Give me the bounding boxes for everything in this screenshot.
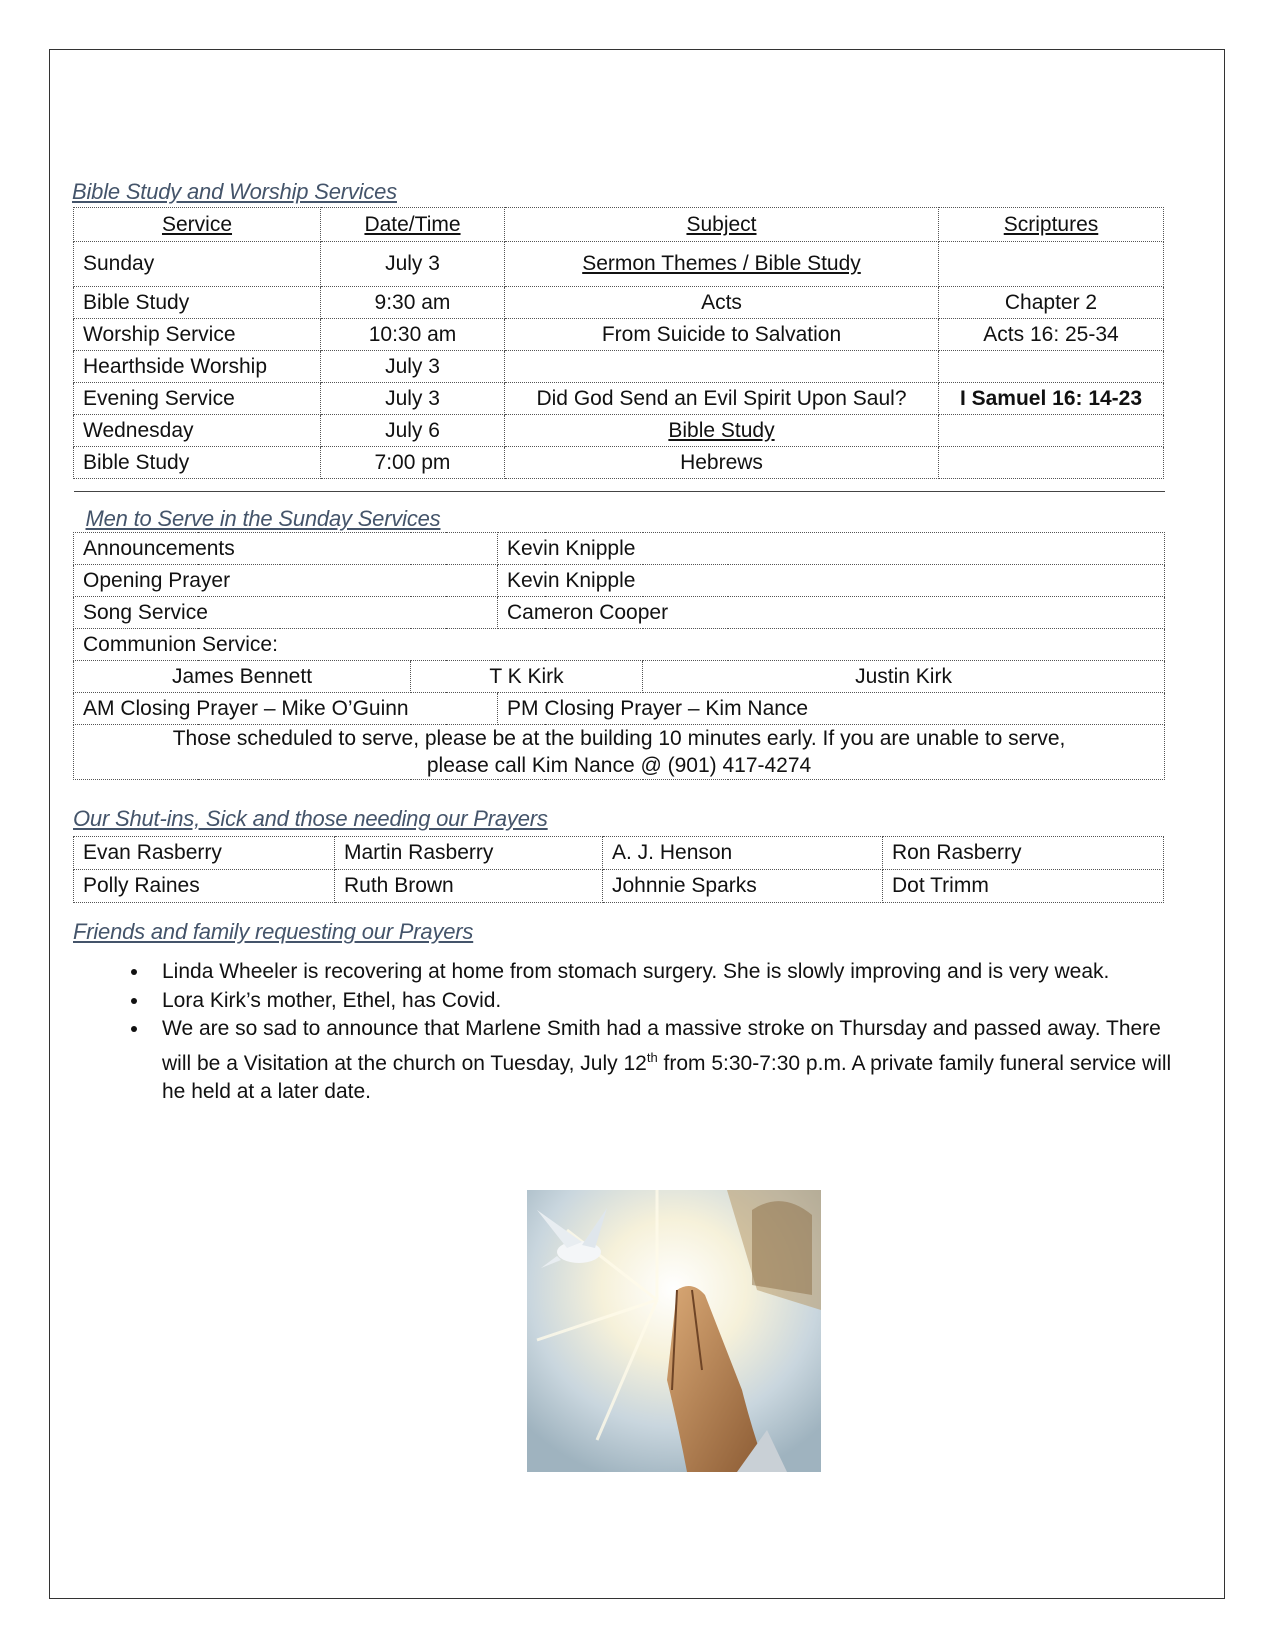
table-row xyxy=(74,383,1164,415)
scriptures-cell: Acts 16: 25-34 xyxy=(939,319,1164,351)
shutins-table xyxy=(73,836,1164,903)
shutin-name: A. J. Henson xyxy=(603,837,883,870)
shutin-name: Martin Rasberry xyxy=(335,837,603,870)
subject-cell: Did God Send an Evil Spirit Upon Saul? xyxy=(505,383,939,415)
men-table xyxy=(73,491,1165,780)
list-item: • Linda Wheeler is recovering at home from stomach surgery. She is slowly improving and is very weak. xyxy=(150,958,1190,987)
date-cell: 7:00 pm xyxy=(321,447,505,479)
scriptures-cell xyxy=(939,415,1164,447)
service-cell: Evening Service xyxy=(74,383,321,415)
name-cell: Kevin Knipple xyxy=(498,565,1165,597)
table-row xyxy=(74,565,1165,597)
role-cell: Song Service xyxy=(74,597,498,629)
header-subject: Subject xyxy=(505,208,939,242)
shutin-name: Evan Rasberry xyxy=(74,837,335,870)
services-table xyxy=(73,207,1164,479)
name-cell: Kevin Knipple xyxy=(498,533,1165,565)
serve-note-line1: Those scheduled to serve, please be at the building 10 minutes early. If you are unable to serve, xyxy=(172,727,1066,750)
date-cell: July 3 xyxy=(321,351,505,383)
shutin-name: Dot Trimm xyxy=(883,870,1164,903)
list-item: • Lora Kirk’s mother, Ethel, has Covid. xyxy=(150,987,1190,1016)
services-title: Bible Study and Worship Services xyxy=(72,179,397,204)
shutin-name: Johnnie Sparks xyxy=(603,870,883,903)
table-row xyxy=(74,319,1164,351)
date-cell: 9:30 am xyxy=(321,287,505,319)
am-closing-prayer: AM Closing Prayer – Mike O’Guinn xyxy=(74,693,498,725)
men-title-row xyxy=(74,492,1165,533)
service-cell: Bible Study xyxy=(74,287,321,319)
communion-name: T K Kirk xyxy=(411,661,643,693)
table-row xyxy=(74,597,1165,629)
prayer-item-text-cont: from 5:30-7:30 p.m. A private family funeral service will he held at a later date. xyxy=(162,1051,1172,1103)
praying-hands-dove-icon xyxy=(527,1190,821,1472)
date-cell: 10:30 am xyxy=(321,319,505,351)
date-cell: July 6 xyxy=(321,415,505,447)
scriptures-cell xyxy=(939,242,1164,287)
table-row xyxy=(74,242,1164,287)
subject-cell: Bible Study xyxy=(505,415,939,447)
table-row xyxy=(74,693,1165,725)
scriptures-cell xyxy=(939,351,1164,383)
subject-cell xyxy=(505,351,939,383)
subject-cell: Sermon Themes / Bible Study xyxy=(505,242,939,287)
scriptures-cell: Chapter 2 xyxy=(939,287,1164,319)
men-title: Men to Serve in the Sunday Services xyxy=(85,506,441,531)
list-item xyxy=(150,1015,1190,1107)
prayer-item-text: We are so sad to announce that Marlene Smith had a massive stroke on Thursday and passed away. There will be a Visitation at the church on Tuesday, July 12 xyxy=(162,1017,1161,1075)
communion-name: Justin Kirk xyxy=(643,661,1165,693)
shutin-name: Polly Raines xyxy=(74,870,335,903)
services-header-row xyxy=(74,208,1164,242)
prayers-title: Friends and family requesting our Prayers xyxy=(73,919,474,944)
shutin-name: Ruth Brown xyxy=(335,870,603,903)
subject-cell: Acts xyxy=(505,287,939,319)
date-cell: July 3 xyxy=(321,383,505,415)
note-row xyxy=(74,725,1165,780)
service-cell: Hearthside Worship xyxy=(74,351,321,383)
role-cell: Opening Prayer xyxy=(74,565,498,597)
table-row xyxy=(74,533,1165,565)
table-row xyxy=(74,837,1164,870)
header-date: Date/Time xyxy=(321,208,505,242)
table-row xyxy=(74,287,1164,319)
header-service: Service xyxy=(74,208,321,242)
scriptures-cell: I Samuel 16: 14-23 xyxy=(939,383,1164,415)
serve-note xyxy=(74,725,1165,780)
service-cell: Bible Study xyxy=(74,447,321,479)
header-scriptures: Scriptures xyxy=(939,208,1164,242)
table-row xyxy=(74,415,1164,447)
communion-name: James Bennett xyxy=(74,661,411,693)
table-row xyxy=(74,870,1164,903)
prayer-list xyxy=(110,958,1190,1107)
name-cell: Cameron Cooper xyxy=(498,597,1165,629)
table-row xyxy=(74,351,1164,383)
service-cell: Worship Service xyxy=(74,319,321,351)
ordinal-suffix: th xyxy=(646,1049,658,1065)
serve-note-line2: please call Kim Nance @ (901) 417-4274 xyxy=(426,754,812,777)
subject-cell: From Suicide to Salvation xyxy=(505,319,939,351)
pm-closing-prayer: PM Closing Prayer – Kim Nance xyxy=(498,693,1165,725)
communion-label: Communion Service: xyxy=(74,629,1165,661)
subject-cell: Hebrews xyxy=(505,447,939,479)
scriptures-cell xyxy=(939,447,1164,479)
date-cell: July 3 xyxy=(321,242,505,287)
table-row xyxy=(74,447,1164,479)
communion-row xyxy=(74,661,1165,693)
service-cell: Wednesday xyxy=(74,415,321,447)
service-cell: Sunday xyxy=(74,242,321,287)
shutins-title: Our Shut-ins, Sick and those needing our Prayers xyxy=(73,806,548,831)
shutin-name: Ron Rasberry xyxy=(883,837,1164,870)
table-row xyxy=(74,629,1165,661)
role-cell: Announcements xyxy=(74,533,498,565)
